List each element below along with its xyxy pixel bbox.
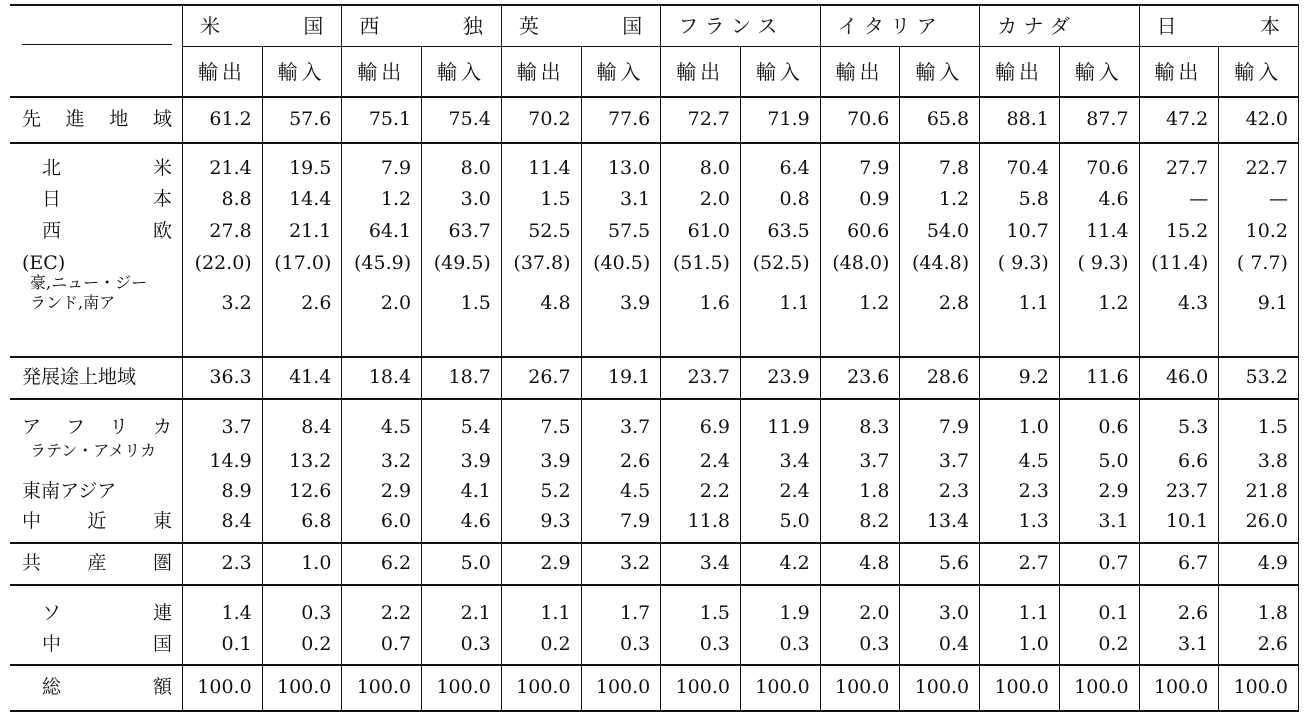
- import-value: 3.7: [938, 450, 970, 472]
- import-value: 10.2: [1245, 220, 1288, 242]
- import-value: 3.1: [1098, 510, 1129, 532]
- row-label: ラテン・アメリカ: [30, 441, 157, 460]
- import-value: 6.8: [301, 510, 332, 532]
- table-rule: [10, 710, 1298, 712]
- import-value: 3.1: [620, 188, 651, 210]
- import-value: 0.7: [1098, 552, 1129, 574]
- export-value: 7.5: [540, 416, 571, 438]
- export-value: 2.3: [1018, 480, 1049, 502]
- import-value: 100.0: [436, 676, 491, 698]
- import-subheader: 輸入: [1074, 60, 1123, 84]
- export-value: 9.3: [540, 510, 571, 532]
- table-rule: [10, 584, 1298, 586]
- import-value: 1.2: [1098, 292, 1129, 314]
- import-value: 2.4: [779, 480, 810, 502]
- import-value: 0.3: [460, 633, 491, 655]
- country-header: [359, 15, 482, 37]
- country-header: [838, 15, 961, 37]
- import-value: 0.1: [1098, 602, 1129, 624]
- export-value: 8.4: [221, 510, 252, 532]
- export-value: (22.0): [194, 252, 252, 274]
- import-value: 42.0: [1245, 108, 1288, 130]
- import-value: 7.9: [620, 510, 651, 532]
- import-value: 1.2: [938, 188, 970, 210]
- export-value: (45.9): [353, 252, 412, 274]
- country-header: [678, 15, 801, 37]
- export-value: 100.0: [835, 676, 890, 698]
- import-value: 22.7: [1245, 157, 1288, 179]
- row-label: 共産圏: [22, 552, 172, 574]
- export-value: 7.9: [859, 157, 890, 179]
- export-value: 3.9: [540, 450, 571, 472]
- export-value: 0.1: [221, 633, 252, 655]
- row-label: 東南アジア: [22, 480, 117, 502]
- import-value: 19.1: [607, 366, 651, 388]
- export-value: 1.3: [1018, 510, 1049, 532]
- import-value: 3.0: [938, 602, 970, 624]
- row-label: 中国: [42, 633, 172, 655]
- export-value: 1.0: [1018, 416, 1049, 438]
- export-value: 8.0: [699, 157, 730, 179]
- row-label: ソ連: [42, 602, 172, 624]
- export-value: 52.5: [528, 220, 571, 242]
- export-value: 4.8: [540, 292, 571, 314]
- export-value: 23.6: [847, 366, 890, 388]
- import-value: 70.6: [1086, 157, 1129, 179]
- import-value: 3.8: [1257, 450, 1288, 472]
- export-value: 11.4: [528, 157, 571, 179]
- export-value: 2.9: [380, 480, 412, 502]
- import-value: 5.4: [460, 416, 491, 438]
- row-label: 北米: [42, 157, 172, 179]
- import-subheader: 輸入: [596, 60, 645, 84]
- country-header: [997, 15, 1120, 37]
- import-value: 57.5: [607, 220, 651, 242]
- export-value: ( 9.3): [997, 252, 1049, 274]
- table-rule: [10, 664, 1298, 666]
- export-value: 3.4: [699, 552, 730, 574]
- import-value: ( 9.3): [1077, 252, 1129, 274]
- import-value: 3.9: [620, 292, 651, 314]
- import-value: 57.6: [289, 108, 332, 130]
- import-value: 19.5: [289, 157, 332, 179]
- export-value: 1.6: [699, 292, 730, 314]
- import-value: 71.9: [767, 108, 810, 130]
- import-value: 0.3: [301, 602, 332, 624]
- import-value: 13.4: [926, 510, 970, 532]
- import-value: 100.0: [1233, 676, 1288, 698]
- export-value: 8.2: [859, 510, 890, 532]
- export-value: 1.0: [1018, 633, 1049, 655]
- import-value: 7.8: [938, 157, 970, 179]
- import-value: 2.8: [938, 292, 970, 314]
- row-label: 豪,ニュー・ジーランド,南ア: [30, 273, 148, 312]
- header-corner-line: [22, 44, 172, 45]
- import-value: 1.9: [779, 602, 810, 624]
- import-value: 26.0: [1245, 510, 1288, 532]
- import-subheader: 輸入: [436, 60, 485, 84]
- export-value: 2.0: [859, 602, 890, 624]
- export-subheader: 輸出: [994, 60, 1043, 84]
- export-value: 2.0: [699, 188, 730, 210]
- export-value: 1.5: [699, 602, 730, 624]
- import-value: 0.8: [779, 188, 810, 210]
- row-label: 先進地域: [22, 108, 172, 130]
- country-name-part: 国: [303, 14, 324, 38]
- export-value: 0.7: [380, 633, 412, 655]
- export-value: 21.4: [209, 157, 252, 179]
- import-value: (44.8): [911, 252, 970, 274]
- export-value: (37.8): [513, 252, 571, 274]
- export-value: 9.2: [1018, 366, 1049, 388]
- export-value: 2.0: [380, 292, 412, 314]
- export-value: 61.0: [687, 220, 730, 242]
- import-value: 3.0: [460, 188, 491, 210]
- import-value: 0.6: [1098, 416, 1129, 438]
- import-value: 53.2: [1245, 366, 1288, 388]
- country-header: [200, 15, 323, 37]
- import-value: 77.6: [607, 108, 651, 130]
- import-value: 100.0: [914, 676, 970, 698]
- export-subheader: 輸出: [197, 60, 246, 84]
- country-name-part: 米: [200, 14, 220, 38]
- export-value: 47.2: [1165, 108, 1209, 130]
- import-value: 65.8: [926, 108, 970, 130]
- country-name-part: 西: [359, 14, 380, 38]
- import-value: 1.7: [620, 602, 651, 624]
- trade-share-table: [10, 4, 1298, 712]
- row-label: 日本: [42, 188, 172, 210]
- import-value: 4.6: [460, 510, 491, 532]
- export-value: 23.7: [687, 366, 730, 388]
- import-value: 4.5: [620, 480, 651, 502]
- row-label: (EC): [22, 252, 66, 274]
- export-value: 70.4: [1006, 157, 1049, 179]
- export-value: 5.8: [1018, 188, 1049, 210]
- import-value: 63.7: [448, 220, 491, 242]
- import-value: 5.0: [779, 510, 810, 532]
- import-value: 4.6: [1098, 188, 1129, 210]
- import-value: 87.7: [1086, 108, 1129, 130]
- export-value: 3.2: [380, 450, 412, 472]
- import-subheader: 輸入: [1234, 60, 1283, 84]
- table-rule: [10, 4, 1298, 6]
- export-value: 2.9: [540, 552, 571, 574]
- export-value: 64.1: [368, 220, 412, 242]
- export-value: 100.0: [356, 676, 412, 698]
- export-value: 1.2: [859, 292, 890, 314]
- export-value: 1.5: [540, 188, 571, 210]
- export-value: 8.3: [859, 416, 890, 438]
- export-subheader: 輸出: [676, 60, 725, 84]
- table-rule: [10, 96, 1298, 98]
- import-value: 5.0: [460, 552, 491, 574]
- export-value: 2.3: [221, 552, 252, 574]
- export-value: (11.4): [1151, 252, 1209, 274]
- country-name-part: 本: [1259, 14, 1280, 38]
- import-value: 1.5: [460, 292, 491, 314]
- import-value: 13.2: [289, 450, 332, 472]
- export-value: 0.3: [859, 633, 890, 655]
- export-value: 1.4: [221, 602, 252, 624]
- country-name-part: 独: [462, 14, 483, 38]
- import-value: 12.6: [289, 480, 332, 502]
- import-value: 23.9: [767, 366, 810, 388]
- export-value: 4.3: [1178, 292, 1209, 314]
- import-value: 0.4: [938, 633, 970, 655]
- export-value: 72.7: [687, 108, 730, 130]
- export-value: 14.9: [209, 450, 252, 472]
- import-value: 100.0: [277, 676, 332, 698]
- import-subheader: 輸入: [755, 60, 804, 84]
- export-value: 2.2: [699, 480, 730, 502]
- import-subheader: 輸入: [915, 60, 964, 84]
- export-value: 70.2: [528, 108, 571, 130]
- country-name-part: イ タ リ ア: [837, 14, 937, 38]
- export-value: 3.7: [859, 450, 890, 472]
- export-value: 6.2: [380, 552, 412, 574]
- import-value: 9.1: [1257, 292, 1288, 314]
- export-value: 2.7: [1018, 552, 1049, 574]
- import-value: 1.1: [779, 292, 810, 314]
- import-value: 11.9: [767, 416, 810, 438]
- import-value: 100.0: [595, 676, 651, 698]
- import-value: 2.3: [938, 480, 970, 502]
- import-value: 1.0: [301, 552, 332, 574]
- export-value: 4.5: [1018, 450, 1049, 472]
- export-value: 3.2: [221, 292, 252, 314]
- import-value: 8.0: [460, 157, 491, 179]
- export-value: 1.1: [1018, 602, 1049, 624]
- export-value: 70.6: [847, 108, 890, 130]
- import-value: (40.5): [593, 252, 651, 274]
- table-rule: [10, 142, 1298, 144]
- export-value: 11.8: [687, 510, 730, 532]
- export-value: 10.1: [1165, 510, 1209, 532]
- export-value: 23.7: [1165, 480, 1209, 502]
- import-value: 13.0: [607, 157, 651, 179]
- country-name-part: 国: [622, 14, 643, 38]
- import-value: 2.6: [1257, 633, 1288, 655]
- export-value: 46.0: [1165, 366, 1209, 388]
- import-value: 4.1: [460, 480, 491, 502]
- import-value: 3.2: [620, 552, 651, 574]
- import-value: (52.5): [752, 252, 810, 274]
- import-value: 28.6: [926, 366, 970, 388]
- export-value: 2.6: [1178, 602, 1209, 624]
- import-value: 4.9: [1257, 552, 1288, 574]
- export-subheader: 輸出: [835, 60, 884, 84]
- export-value: 36.3: [209, 366, 252, 388]
- country-name-part: フ ラ ン ス: [678, 14, 778, 38]
- export-value: (51.5): [672, 252, 730, 274]
- export-subheader: 輸出: [1154, 60, 1203, 84]
- import-value: 6.4: [779, 157, 810, 179]
- import-value: 11.4: [1086, 220, 1129, 242]
- export-value: 100.0: [516, 676, 571, 698]
- import-value: 41.4: [289, 366, 332, 388]
- import-value: 21.1: [289, 220, 332, 242]
- import-value: 18.7: [448, 366, 491, 388]
- import-value: (17.0): [274, 252, 332, 274]
- row-label: 発展途上地域: [22, 366, 137, 388]
- import-value: 11.6: [1086, 366, 1129, 388]
- export-value: 1.1: [1018, 292, 1049, 314]
- export-value: 100.0: [1153, 676, 1209, 698]
- export-value: 5.3: [1178, 416, 1209, 438]
- import-value: 8.4: [301, 416, 332, 438]
- import-value: 14.4: [289, 188, 332, 210]
- import-value: 5.6: [938, 552, 970, 574]
- export-value: 10.7: [1006, 220, 1049, 242]
- export-value: 1.1: [540, 602, 571, 624]
- import-value: 2.9: [1098, 480, 1129, 502]
- export-value: 8.8: [221, 188, 252, 210]
- export-value: 18.4: [368, 366, 412, 388]
- export-value: 27.8: [209, 220, 252, 242]
- import-value: ( 7.7): [1236, 252, 1288, 274]
- import-value: 0.3: [620, 633, 651, 655]
- export-value: 6.7: [1178, 552, 1209, 574]
- export-value: 3.1: [1178, 633, 1209, 655]
- export-value: 100.0: [675, 676, 730, 698]
- column-divider: [1298, 4, 1299, 712]
- export-value: 75.1: [368, 108, 412, 130]
- import-value: 4.2: [779, 552, 810, 574]
- import-value: 5.0: [1098, 450, 1129, 472]
- import-value: 3.7: [620, 416, 651, 438]
- import-value: 1.8: [1257, 602, 1288, 624]
- export-value: 5.2: [540, 480, 571, 502]
- export-value: 6.9: [699, 416, 730, 438]
- export-value: 1.2: [380, 188, 412, 210]
- import-value: 54.0: [926, 220, 970, 242]
- export-value: 8.9: [221, 480, 252, 502]
- import-value: 100.0: [755, 676, 810, 698]
- export-value: 4.8: [859, 552, 890, 574]
- export-subheader: 輸出: [357, 60, 406, 84]
- export-value: 0.9: [859, 188, 890, 210]
- row-label: 総額: [42, 676, 172, 698]
- country-header: [1157, 15, 1280, 37]
- export-value: 0.2: [540, 633, 571, 655]
- import-value: (49.5): [433, 252, 491, 274]
- import-value: 0.2: [301, 633, 332, 655]
- import-value: 63.5: [767, 220, 810, 242]
- export-value: 6.6: [1178, 450, 1209, 472]
- export-value: 88.1: [1006, 108, 1049, 130]
- export-value: 3.7: [221, 416, 252, 438]
- import-value: 0.2: [1098, 633, 1129, 655]
- export-subheader: 輸出: [516, 60, 565, 84]
- country-name-part: 英: [518, 14, 539, 38]
- country-header: [519, 15, 642, 37]
- import-value: 2.6: [301, 292, 332, 314]
- export-value: 1.8: [859, 480, 890, 502]
- export-value: 15.2: [1165, 220, 1209, 242]
- export-value: 4.5: [380, 416, 412, 438]
- import-subheader: 輸入: [277, 60, 326, 84]
- import-value: 3.9: [460, 450, 491, 472]
- table-rule: [10, 542, 1298, 544]
- export-value: 6.0: [380, 510, 412, 532]
- row-label: アフリカ: [22, 416, 172, 438]
- import-value: 1.5: [1257, 416, 1288, 438]
- export-value: 26.7: [528, 366, 571, 388]
- import-value: 0.3: [779, 633, 810, 655]
- import-value: 75.4: [448, 108, 491, 130]
- export-value: 0.3: [699, 633, 730, 655]
- import-value: —: [1268, 188, 1288, 210]
- table-rule: [10, 398, 1298, 400]
- export-value: 27.7: [1165, 157, 1209, 179]
- import-value: 2.1: [460, 602, 491, 624]
- export-value: (48.0): [832, 252, 890, 274]
- export-value: 100.0: [197, 676, 252, 698]
- import-value: 2.6: [620, 450, 651, 472]
- export-value: 7.9: [380, 157, 412, 179]
- export-value: 2.2: [380, 602, 412, 624]
- country-name-part: 日: [1156, 14, 1177, 38]
- table-rule: [10, 356, 1298, 358]
- export-value: 60.6: [847, 220, 890, 242]
- export-value: 61.2: [209, 108, 252, 130]
- row-label: 西欧: [42, 220, 172, 242]
- export-value: 2.4: [699, 450, 730, 472]
- import-value: 3.4: [779, 450, 810, 472]
- import-value: 21.8: [1245, 480, 1288, 502]
- import-value: 100.0: [1074, 676, 1129, 698]
- export-value: 100.0: [994, 676, 1049, 698]
- import-value: 7.9: [938, 416, 970, 438]
- row-label: 中近東: [22, 510, 172, 532]
- export-value: —: [1189, 188, 1209, 210]
- country-name-part: カ ナ ダ: [997, 14, 1070, 38]
